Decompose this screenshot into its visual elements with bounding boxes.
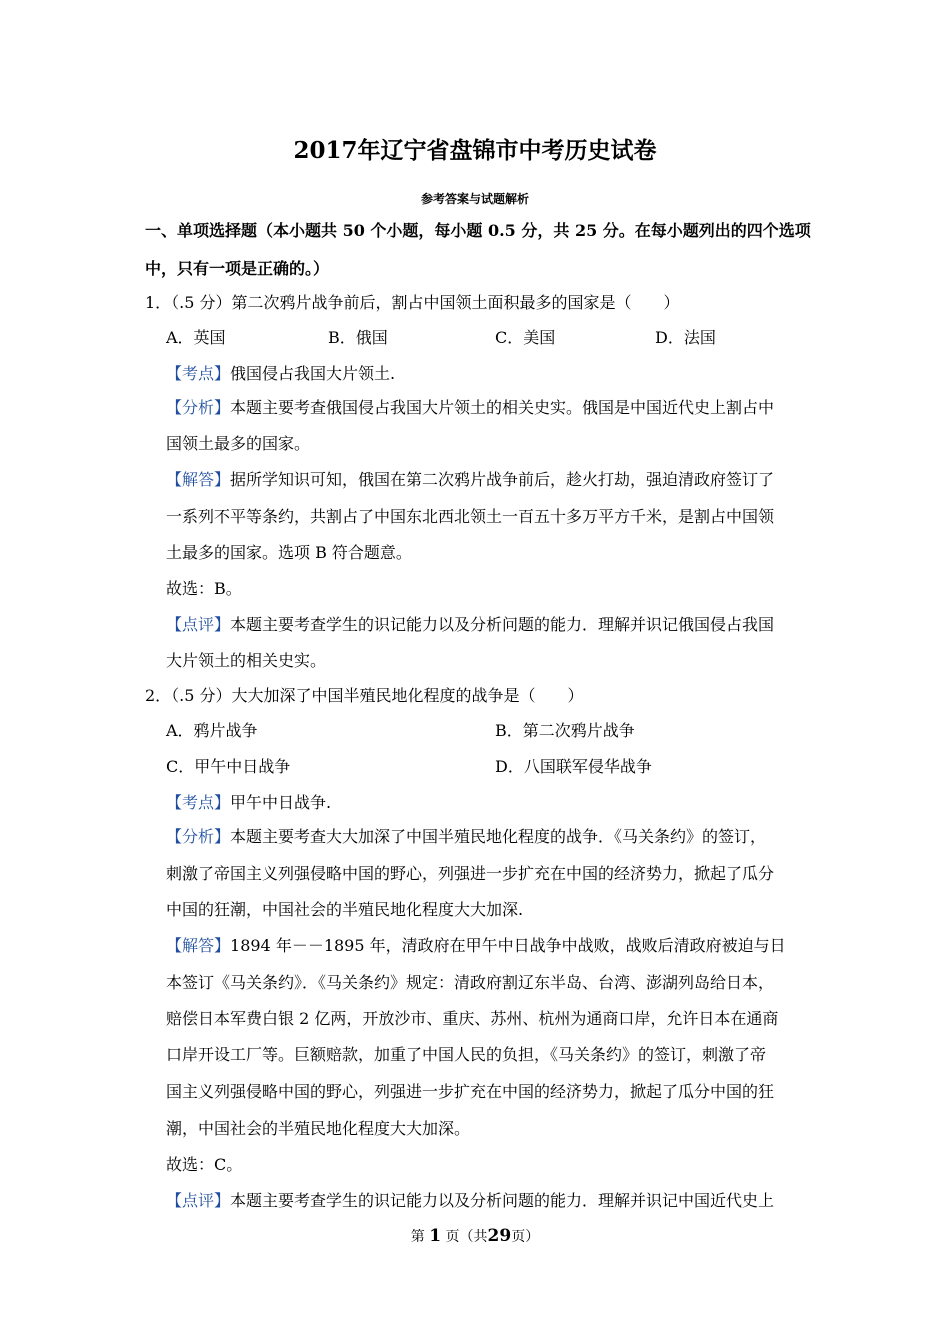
question-2-option-c: C．甲午中日战争 [166,757,291,776]
question-1-option-b: B．俄国 [328,328,388,347]
question-1-option-c: C．美国 [495,328,556,347]
question-2-dianping-line-1 [166,1190,774,1212]
dianping-text: 本题主要考查学生的识记能力以及分析问题的能力．理解并识记俄国侵占我国 [230,615,775,634]
footer-page-number: 1 [429,1226,442,1246]
question-1-option-d: D．法国 [655,328,716,347]
dianping-text: 本题主要考查学生的识记能力以及分析问题的能力．理解并识记中国近代史上 [230,1191,775,1210]
question-1-dianping-line-2: 大片领土的相关史实。 [166,651,327,670]
question-2-fenxi-line-1 [166,826,766,848]
section-heading-line-1: 一、单项选择题（本小题共 50 个小题，每小题 0.5 分，共 25 分。在每小题列出的四个选项 [145,221,811,240]
question-2-fenxi-line-2: 刺激了帝国主义列强侵略中国的野心，列强进一步扩充在中国的经济势力，掀起了瓜分 [166,864,775,883]
question-2-answer: 故选：C。 [166,1155,243,1174]
kaodian-tag: 【考点】 [166,364,231,383]
question-2-kaodian [166,792,331,814]
question-1-stem: 1．（.5 分）第二次鸦片战争前后，割占中国领土面积最多的国家是（ ） [145,293,680,312]
question-2-stem: 2．（.5 分）大大加深了中国半殖民地化程度的战争是（ ） [145,686,584,705]
question-2-option-a: A．鸦片战争 [166,721,258,740]
question-2-jieda-line-1 [166,935,786,957]
footer-prefix: 第 [410,1229,425,1245]
question-2-jieda-line-4: 口岸开设工厂等。巨额赔款，加重了中国人民的负担，《马关条约》的签订，刺激了帝 [166,1045,767,1064]
jieda-tag: 【解答】 [166,470,231,489]
question-1-answer: 故选：B。 [166,579,242,598]
fenxi-text: 本题主要考查大大加深了中国半殖民地化程度的战争．《马关条约》的签订， [230,827,767,846]
fenxi-tag: 【分析】 [166,827,231,846]
question-1-fenxi-line-2: 国领土最多的国家。 [166,434,311,453]
dianping-tag: 【点评】 [166,615,231,634]
section-heading-line-2: 中，只有一项是正确的。） [145,259,330,278]
jieda-text: 据所学知识可知，俄国在第二次鸦片战争前后，趁火打劫，强迫清政府签订了 [230,470,775,489]
question-1-jieda-line-3: 土最多的国家。选项 B 符合题意。 [166,543,412,562]
dianping-tag: 【点评】 [166,1191,231,1210]
kaodian-text: 甲午中日战争. [230,793,332,812]
question-2-fenxi-line-3: 中国的狂潮，中国社会的半殖民地化程度大大加深. [166,900,524,919]
question-2-option-d: D．八国联军侵华战争 [495,757,652,776]
question-1-option-a: A．英国 [166,328,226,347]
question-1-jieda-line-1 [166,469,774,491]
question-2-jieda-line-5: 国主义列强侵略中国的野心，列强进一步扩充在中国的经济势力，掀起了瓜分中国的狂 [166,1082,775,1101]
kaodian-tag: 【考点】 [166,793,231,812]
page-footer [0,1226,950,1246]
question-1-fenxi-line-1 [166,397,774,419]
document-title: 2017年辽宁省盘锦市中考历史试卷 [293,137,657,164]
document-subtitle: 参考答案与试题解析 [420,192,529,206]
jieda-text: 1894 年－－1895 年，清政府在甲午中日战争中战败，战败后清政府被迫与日 [230,936,786,955]
footer-middle: 页（共 [445,1229,488,1245]
fenxi-tag: 【分析】 [166,398,231,417]
fenxi-text: 本题主要考查俄国侵占我国大片领土的相关史实。俄国是中国近代史上割占中 [230,398,775,417]
jieda-tag: 【解答】 [166,936,231,955]
kaodian-text: 俄国侵占我国大片领土. [230,364,396,383]
question-2-jieda-line-6: 潮，中国社会的半殖民地化程度大大加深。 [166,1119,471,1138]
question-1-kaodian [166,363,395,385]
footer-total-pages: 29 [487,1226,512,1246]
question-2-jieda-line-2: 本签订《马关条约》．《马关条约》规定：清政府割辽东半岛、台湾、澎湖列岛给日本， [166,973,775,992]
question-2-jieda-line-3: 赔偿日本军费白银 2 亿两，开放沙市、重庆、苏州、杭州为通商口岸，允许日本在通商 [166,1009,779,1028]
question-2-option-b: B．第二次鸦片战争 [495,721,635,740]
question-1-jieda-line-2: 一系列不平等条约，共割占了中国东北西北领土一百五十多万平方千米，是割占中国领 [166,507,775,526]
footer-suffix: 页） [511,1229,540,1245]
question-1-dianping-line-1 [166,614,774,636]
